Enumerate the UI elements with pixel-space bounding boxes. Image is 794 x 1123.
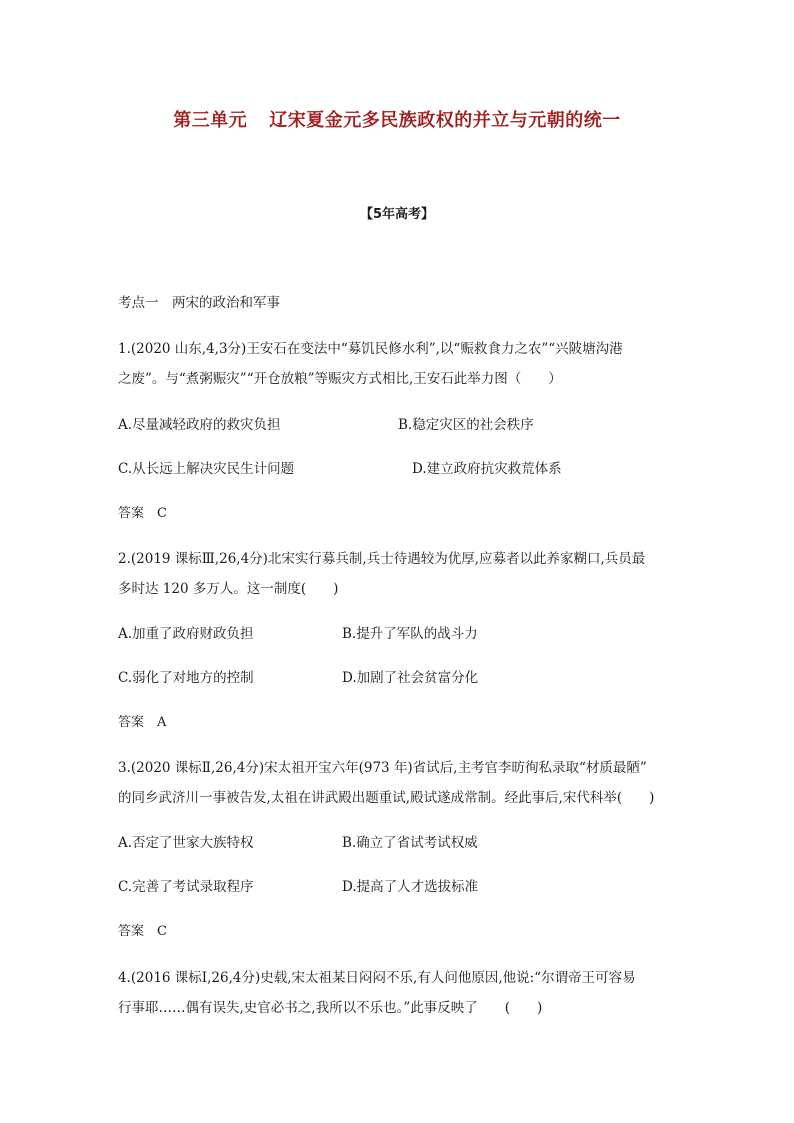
q3-option-a: A.否定了世家大族特权	[118, 835, 254, 851]
q3-option-c: C.完善了考试录取程序	[118, 879, 254, 895]
q3-stem-line1: 3.(2020 课标Ⅱ,26,4分)宋太祖开宝六年(973 年)省试后,主考官李昉徇私录取“材质最陋”	[118, 760, 647, 776]
q1-stem-line1: 1.(2020 山东,4,3分)王安石在变法中“募饥民修水利”,以“赈救食力之农”“兴陂塘沟港	[118, 341, 623, 357]
q1-option-a: A.尽量减轻政府的救灾负担	[118, 417, 281, 433]
q4-stem-line1: 4.(2016 课标Ⅰ,26,4分)史载,宋太祖某日闷闷不乐,有人问他原因,他说:“尔谓帝王可容易	[118, 970, 636, 986]
q1-option-c: C.从长远上解决灾民生计问题	[118, 461, 295, 477]
q3-stem-line2: 的同乡武济川一事被告发,太祖在讲武殿出题重试,殿试遂成常制。经此事后,宋代科举( )	[118, 790, 655, 806]
q3-answer: 答案 C	[118, 924, 167, 939]
q3-option-d: D.提高了人才选拔标准	[342, 879, 479, 895]
q2-option-d: D.加剧了社会贫富分化	[342, 670, 479, 686]
unit-topic: 辽宋夏金元多民族政权的并立与元朝的统一	[269, 110, 621, 131]
q2-option-c: C.弱化了对地方的控制	[118, 670, 254, 686]
unit-number: 第三单元	[173, 110, 248, 131]
q1-answer: 答案 C	[118, 506, 167, 521]
q2-answer: 答案 A	[118, 715, 167, 730]
kaodian-heading: 考点一 两宋的政治和军事	[118, 295, 280, 311]
q1-option-d: D.建立政府抗灾救荒体系	[412, 461, 562, 477]
q1-stem-line2: 之废”。与“煮粥赈灾”“开仓放粮”等赈灾方式相比,王安石此举力图（ ）	[118, 371, 562, 387]
q2-option-a: A.加重了政府财政负担	[118, 626, 254, 642]
q3-option-b: B.确立了省试考试权威	[342, 835, 478, 851]
q1-option-b: B.稳定灾区的社会秩序	[398, 417, 534, 433]
section-tag: 【5年高考】	[359, 207, 435, 222]
q2-stem-line1: 2.(2019 课标Ⅲ,26,4分)北宋实行募兵制,兵士待遇较为优厚,应募者以此养家糊口,兵员最	[118, 551, 646, 567]
q2-option-b: B.提升了军队的战斗力	[342, 626, 478, 642]
unit-title	[0, 106, 794, 132]
q4-stem-line2: 行事耶……偶有误失,史官必书之,我所以不乐也。”此事反映了 ( )	[118, 1000, 543, 1016]
q2-stem-line2: 多时达 120 多万人。这一制度( )	[118, 581, 339, 597]
